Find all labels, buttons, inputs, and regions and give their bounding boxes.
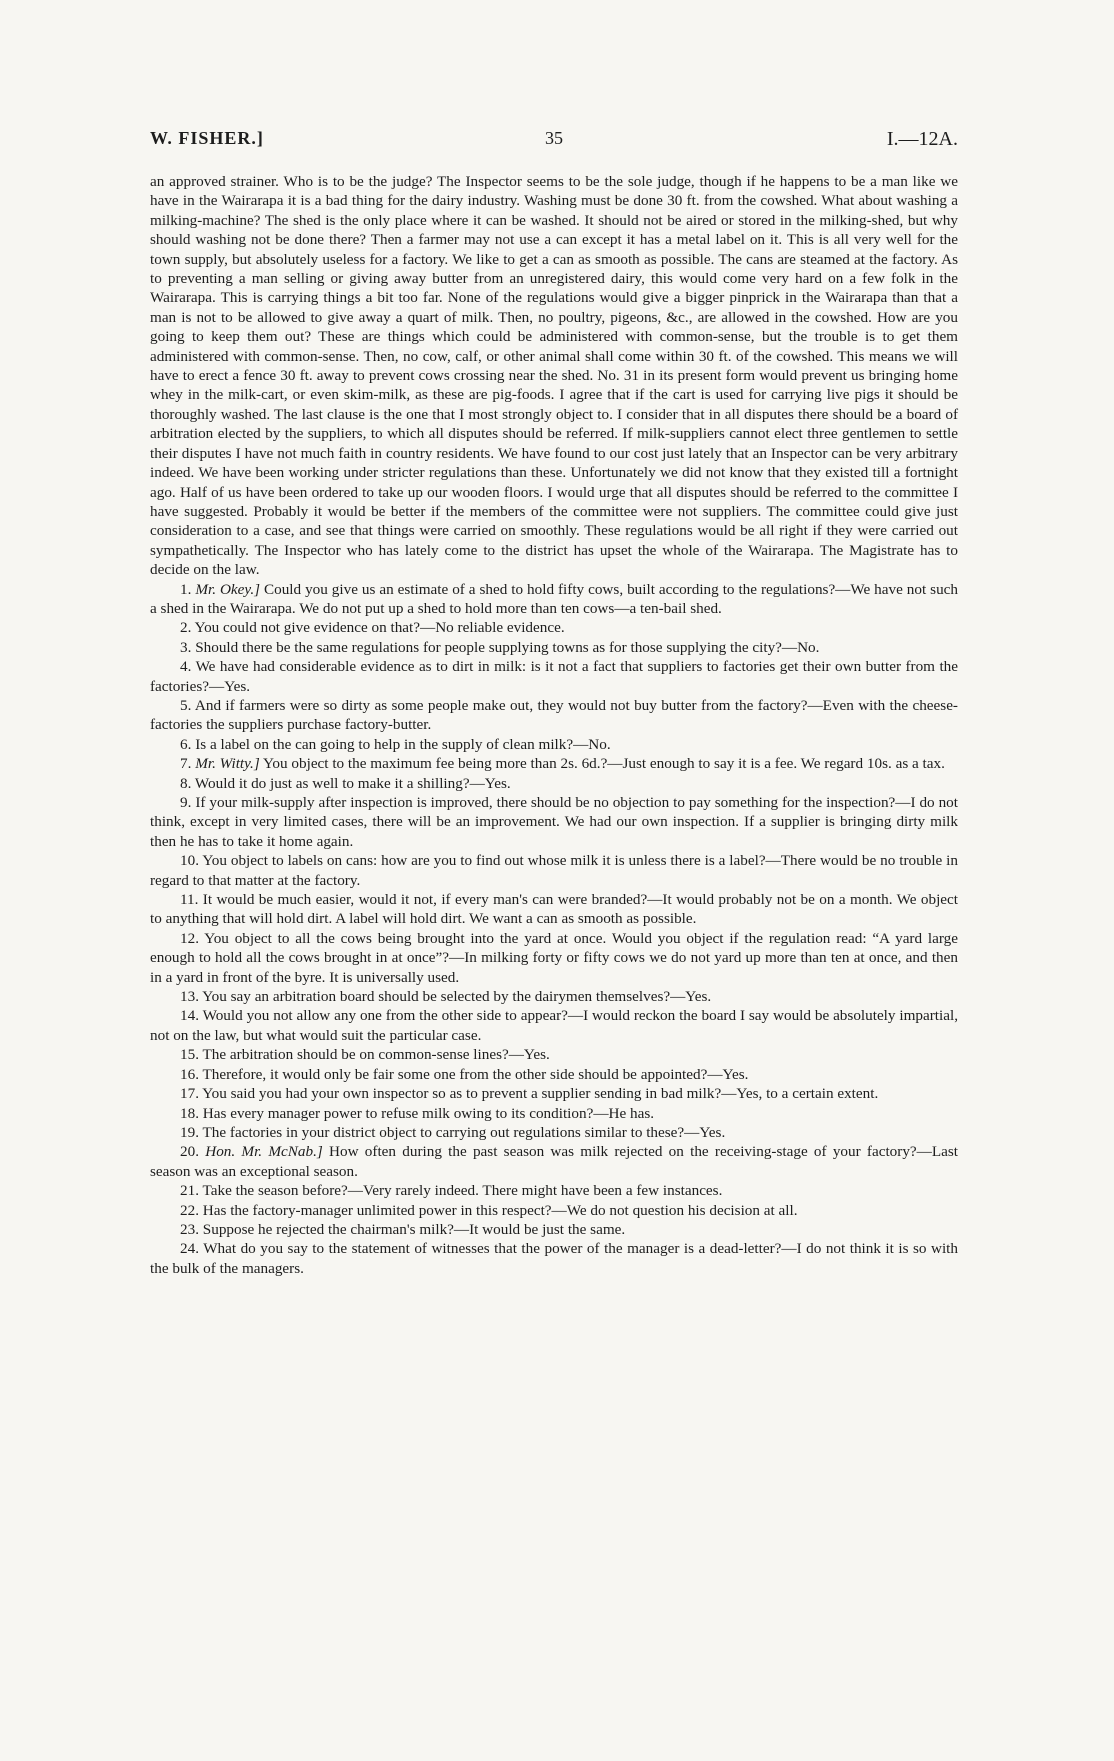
speaker-name: Mr. Okey.] bbox=[195, 580, 261, 598]
question-number: 24. bbox=[180, 1240, 204, 1258]
question-text: Take the season before?—Very rarely indeed. There might have been a few instances. bbox=[202, 1182, 723, 1200]
question-number: 8. bbox=[180, 774, 195, 792]
question-text: You said you had your own inspector so as to prevent a supplier sending in bad milk?—Yes, to a certain extent. bbox=[202, 1085, 879, 1103]
question-paragraph bbox=[150, 1045, 958, 1064]
question-text: You object to the maximum fee being more than 2s. 6d.?—Just enough to say it is a fee. We regard 10s. as a tax. bbox=[259, 755, 945, 773]
question-paragraph bbox=[150, 1181, 958, 1200]
speaker-name: Mr. Witty.] bbox=[195, 755, 260, 773]
intro-paragraph: an approved strainer. Who is to be the judge? The Inspector seems to be the sole judge, though if he happens to be a man like we have in the Wairarapa it is a bad thing for the dairy industry. Washing must be done 30 ft. from the cowshed. What about washing a milking-machine? The shed is the only place where it can be washed. It should not be aired or stored in the milking-shed, but why should washing not be done there? Then a farmer may not use a can except it has a metal label on it. This is all very well for the town supply, but absolutely useless for a factory. We like to get a can as smooth as possible. The cans are steamed at the factory. As to preventing a man selling or giving away butter from an unregistered dairy, this would come very hard on a few folk in the Wairarapa. This is carrying things a bit too far. None of the regulations would give a bigger pinprick in the Wairarapa than that a man is not to be allowed to give away a quart of milk. Then, no poultry, pigeons, &c., are allowed in the cowshed. How are you going to keep them out? These are things which could be administered with common-sense, but the trouble is to get them administered with common-sense. Then, no cow, calf, or other animal shall come within 30 ft. of the cowshed. This means we will have to erect a fence 30 ft. away to prevent cows crossing near the shed. No. 31 in its present form would prevent us bringing home whey in the milk-cart, or even skim-milk, as these are pig-foods. I agree that if the cart is used for carrying live pigs it should be thoroughly washed. The last clause is the one that I most strongly object to. I consider that in all disputes there should be a board of arbitration elected by the suppliers, to which all disputes should be referred. If milk-suppliers cannot elect three gentlemen to settle their disputes I have not much faith in country residents. We have found to our cost just lately that an Inspector can be very arbitrary indeed. We have been working under stricter regulations than these. Unfortunately we did not know that they existed till a fortnight ago. Half of us have been ordered to take up our wooden floors. I would urge that all disputes should be referred to the committee I have suggested. Probably it would be better if the members of the committee were not suppliers. The committee could give just consideration to a case, and see that things were carried on smoothly. These regulations would be all right if they were carried out sympathetically. The Inspector who has lately come to the district has upset the whole of the Wairarapa. The Magistrate has to decide on the law. bbox=[150, 173, 958, 579]
question-text: You object to all the cows being brought into the yard at once. Would you object if the regulation read: “A yard large enough to hold all the cows brought in at once”?—In milking forty or fifty cows we do not yard up more than ten at once, and then in a yard in front of the byre. It is universally used. bbox=[150, 929, 958, 986]
question-paragraph bbox=[150, 929, 958, 987]
question-text: How often during the past season was milk rejected on the receiving-stage of your factory?—Last season was an exceptional season. bbox=[150, 1143, 958, 1180]
question-number: 3. bbox=[180, 638, 196, 656]
question-number: 12. bbox=[180, 929, 205, 947]
question-number: 16. bbox=[180, 1065, 203, 1083]
question-text: You say an arbitration board should be selected by the dairymen themselves?—Yes. bbox=[202, 988, 712, 1006]
question-paragraph bbox=[150, 1104, 958, 1123]
question-text: We have had considerable evidence as to dirt in milk: is it not a fact that suppliers to factories get their own butter from the factories?—Yes. bbox=[150, 658, 958, 695]
running-head bbox=[150, 128, 958, 156]
question-paragraph bbox=[150, 1006, 958, 1045]
question-paragraph bbox=[150, 657, 958, 696]
question-paragraph bbox=[150, 1239, 958, 1278]
question-paragraph bbox=[150, 735, 958, 754]
question-number: 22. bbox=[180, 1201, 203, 1219]
question-number: 5. bbox=[180, 696, 195, 714]
question-text: If your milk-supply after inspection is improved, there should be no objection to pay something for the inspection?—I do not think, except in very limited cases, there will be an improvement. We had our own inspection. If a supplier is bringing dirty milk then he has to take it home again. bbox=[150, 794, 958, 850]
question-number: 6. bbox=[180, 735, 196, 753]
witness-name: W. FISHER.] bbox=[150, 128, 264, 148]
question-paragraph bbox=[150, 580, 958, 619]
page-number: 35 bbox=[545, 128, 563, 148]
question-text: And if farmers were so dirty as some people make out, they would not buy butter from the factory?—Even with the cheese-factories the suppliers purchase factory-butter. bbox=[150, 696, 958, 734]
question-paragraph bbox=[150, 774, 958, 793]
question-paragraph bbox=[150, 987, 958, 1006]
question-paragraph bbox=[150, 1084, 958, 1103]
question-number: 18. bbox=[180, 1104, 203, 1122]
question-text: Would you not allow any one from the other side to appear?—I would reckon the board I say would be absolutely impartial, not on the law, but what would suit the particular case. bbox=[150, 1007, 958, 1044]
question-paragraph bbox=[150, 618, 958, 637]
question-number: 9. bbox=[180, 794, 196, 811]
question-text: Is a label on the can going to help in the supply of clean milk?—No. bbox=[195, 735, 611, 753]
question-paragraph bbox=[150, 1065, 958, 1084]
question-number: 21. bbox=[180, 1182, 203, 1200]
question-number: 11. bbox=[180, 891, 203, 909]
question-number: 4. bbox=[180, 658, 196, 676]
question-text: Has the factory-manager unlimited power in this respect?—We do not question his decision at all. bbox=[202, 1201, 798, 1219]
question-text: Could you give us an estimate of a shed to hold fifty cows, built according to the regulations?—We have not such a shed in the Wairarapa. We do not put up a shed to hold more than ten cows—a ten-bail shed. bbox=[150, 580, 958, 617]
question-paragraph bbox=[150, 1201, 958, 1220]
body-text bbox=[150, 172, 958, 1278]
question-list bbox=[150, 580, 958, 1279]
question-paragraph bbox=[150, 890, 958, 929]
question-number: 15. bbox=[180, 1046, 203, 1064]
speaker-name: Hon. Mr. McNab.] bbox=[205, 1143, 323, 1161]
question-text: What do you say to the statement of witnesses that the power of the manager is a dead-letter?—I do not think it is so with the bulk of the managers. bbox=[150, 1240, 958, 1277]
question-paragraph bbox=[150, 851, 958, 890]
question-text: Therefore, it would only be fair some one from the other side should be appointed?—Yes. bbox=[202, 1065, 749, 1083]
question-text: It would be much easier, would it not, if every man's can were branded?—It would probably not be on a month. We object to anything that will hold dirt. A label will hold dirt. We want a can as smooth as possible. bbox=[150, 891, 958, 928]
question-number: 17. bbox=[180, 1085, 203, 1103]
paper-reference: I.—12A. bbox=[886, 128, 958, 150]
question-text: The factories in your district object to carrying out regulations similar to these?—Yes. bbox=[202, 1123, 726, 1141]
question-paragraph bbox=[150, 1220, 958, 1239]
question-number: 19. bbox=[180, 1123, 203, 1141]
question-number: 1. bbox=[180, 580, 196, 598]
question-paragraph bbox=[150, 1123, 958, 1142]
question-paragraph bbox=[150, 793, 958, 851]
question-paragraph bbox=[150, 754, 958, 773]
question-number: 2. bbox=[180, 619, 195, 637]
question-number: 7. bbox=[180, 755, 196, 773]
question-text: Suppose he rejected the chairman's milk?—It would be just the same. bbox=[202, 1220, 626, 1238]
question-number: 23. bbox=[180, 1220, 203, 1238]
question-text: You object to labels on cans: how are you to find out whose milk it is unless there is a label?—There would be no trouble in regard to that matter at the factory. bbox=[150, 852, 958, 889]
question-number: 13. bbox=[180, 988, 203, 1006]
question-text: Has every manager power to refuse milk owing to its condition?—He has. bbox=[202, 1104, 655, 1122]
question-paragraph bbox=[150, 1142, 958, 1181]
question-paragraph bbox=[150, 696, 958, 735]
question-text: Would it do just as well to make it a shilling?—Yes. bbox=[194, 774, 511, 792]
question-text: The arbitration should be on common-sense lines?—Yes. bbox=[202, 1046, 550, 1064]
question-number: 20. bbox=[180, 1143, 206, 1161]
question-text: Should there be the same regulations for people supplying towns as for those supplying the city?—No. bbox=[195, 638, 820, 656]
question-number: 14. bbox=[180, 1007, 203, 1025]
question-text: You could not give evidence on that?—No reliable evidence. bbox=[194, 619, 565, 637]
question-number: 10. bbox=[180, 852, 203, 870]
question-paragraph bbox=[150, 638, 958, 657]
